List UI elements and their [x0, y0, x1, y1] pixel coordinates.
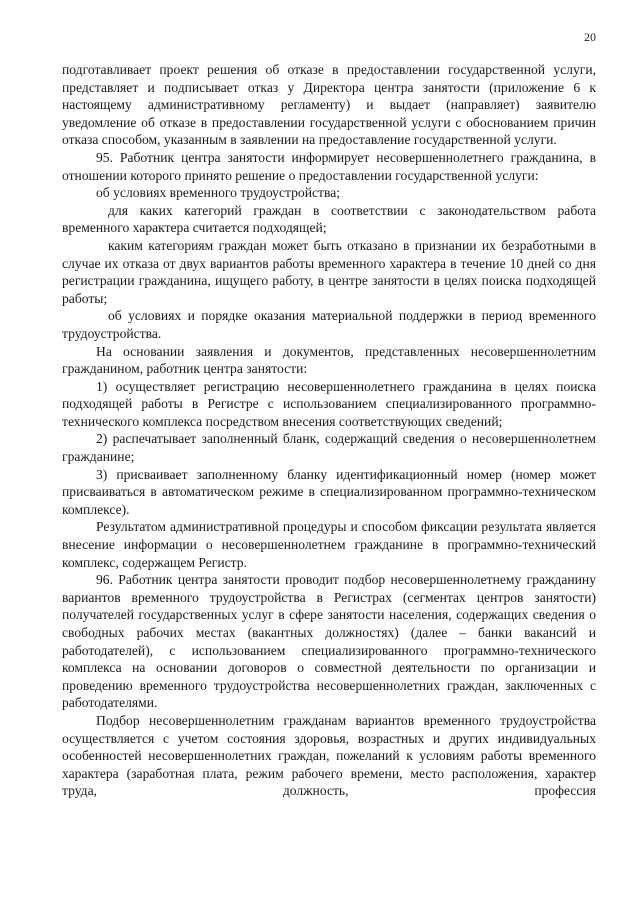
paragraph-temporary-conditions: об условиях временного трудоустройства; [96, 185, 341, 201]
paragraph-material-support: об условиях и порядке оказания материальной поддержки в период временного трудоустройства. [62, 308, 596, 341]
list-item-3-assign-id: 3) присваивает заполненному бланку идентификационный номер (номер может присваиваться в автоматическом режиме в специализированном программно-техническом комплексе). [62, 466, 596, 517]
paragraph-refusal-notice: подготавливает проект решения об отказе в предоставлении государственной услуги, представляет и подписывает отказ у Директора центра занятости (приложение 6 к настоящему административному регламенту) и выдает (направляет) заявителю уведомление об отказе в предоставлении государственной услуги с обоснованием причин отказа способом, указанным в заявлении на предоставление государственной услуги. [62, 62, 596, 148]
document-body [62, 61, 596, 800]
paragraph-item-95: 95. Работник центра занятости информирует несовершеннолетнего гражданина, в отношении которого принято решение о предоставлении государственной услуги: [62, 149, 596, 183]
page-number: 20 [584, 30, 596, 44]
paragraph-unemployed-refusal: каким категориям граждан может быть отказано в признании их безработными в случае их отказа от двух вариантов работы временного характера в течение 10 дней со дня регистрации гражданина, ищущего работу, в центре занятости в целях поиска подходящей работы; [62, 237, 596, 306]
list-item-2-print-form: 2) распечатывает заполненный бланк, содержащий сведения о несовершеннолетнем гражданине; [62, 431, 596, 465]
paragraph-procedure-result: Результатом административной процедуры и способом фиксации результата является внесение информации о несовершеннолетнем гражданине в программно-технический комплекс, содержащем Регистр. [62, 519, 596, 570]
paragraph-selection-criteria: Подбор несовершеннолетним гражданам вариантов временного трудоустройства осуществляется с учетом состояния здоровья, возрастных и других индивидуальных особенностей несовершеннолетних граждан, пожеланий к условиям работы временного характера (заработная плата, режим рабочего времени, место расположения, характер труда, должность, профессия [62, 712, 596, 799]
paragraph-basis-application: На основании заявления и документов, представленных несовершеннолетним гражданином, работник центра занятости: [62, 343, 596, 377]
list-item-1-registration: 1) осуществляет регистрацию несовершеннолетнего гражданина в целях поиска подходящей работы в Регистре с использованием специализированного программно-технического комплекса посредством внесения соответствующих сведений; [62, 378, 596, 429]
paragraph-item-96: 96. Работник центра занятости проводит подбор несовершеннолетнему гражданину вариантов временного трудоустройства в Регистрах (сегментах центров занятости) получателей государственных услуг в сфере занятости населения, содержащих сведения о свободных рабочих местах (вакантных должностях) (далее – банки вакансий и работодателей), с использованием специализированного программно-технического комплекса на основании договоров о совместной деятельности по организации и проведению временного трудоустройства несовершеннолетних граждан, заключенных с работодателями. [62, 572, 596, 711]
paragraph-suitable-work-categories: для каких категорий граждан в соответствии с законодательством работа временного характера считается подходящей; [62, 202, 596, 236]
